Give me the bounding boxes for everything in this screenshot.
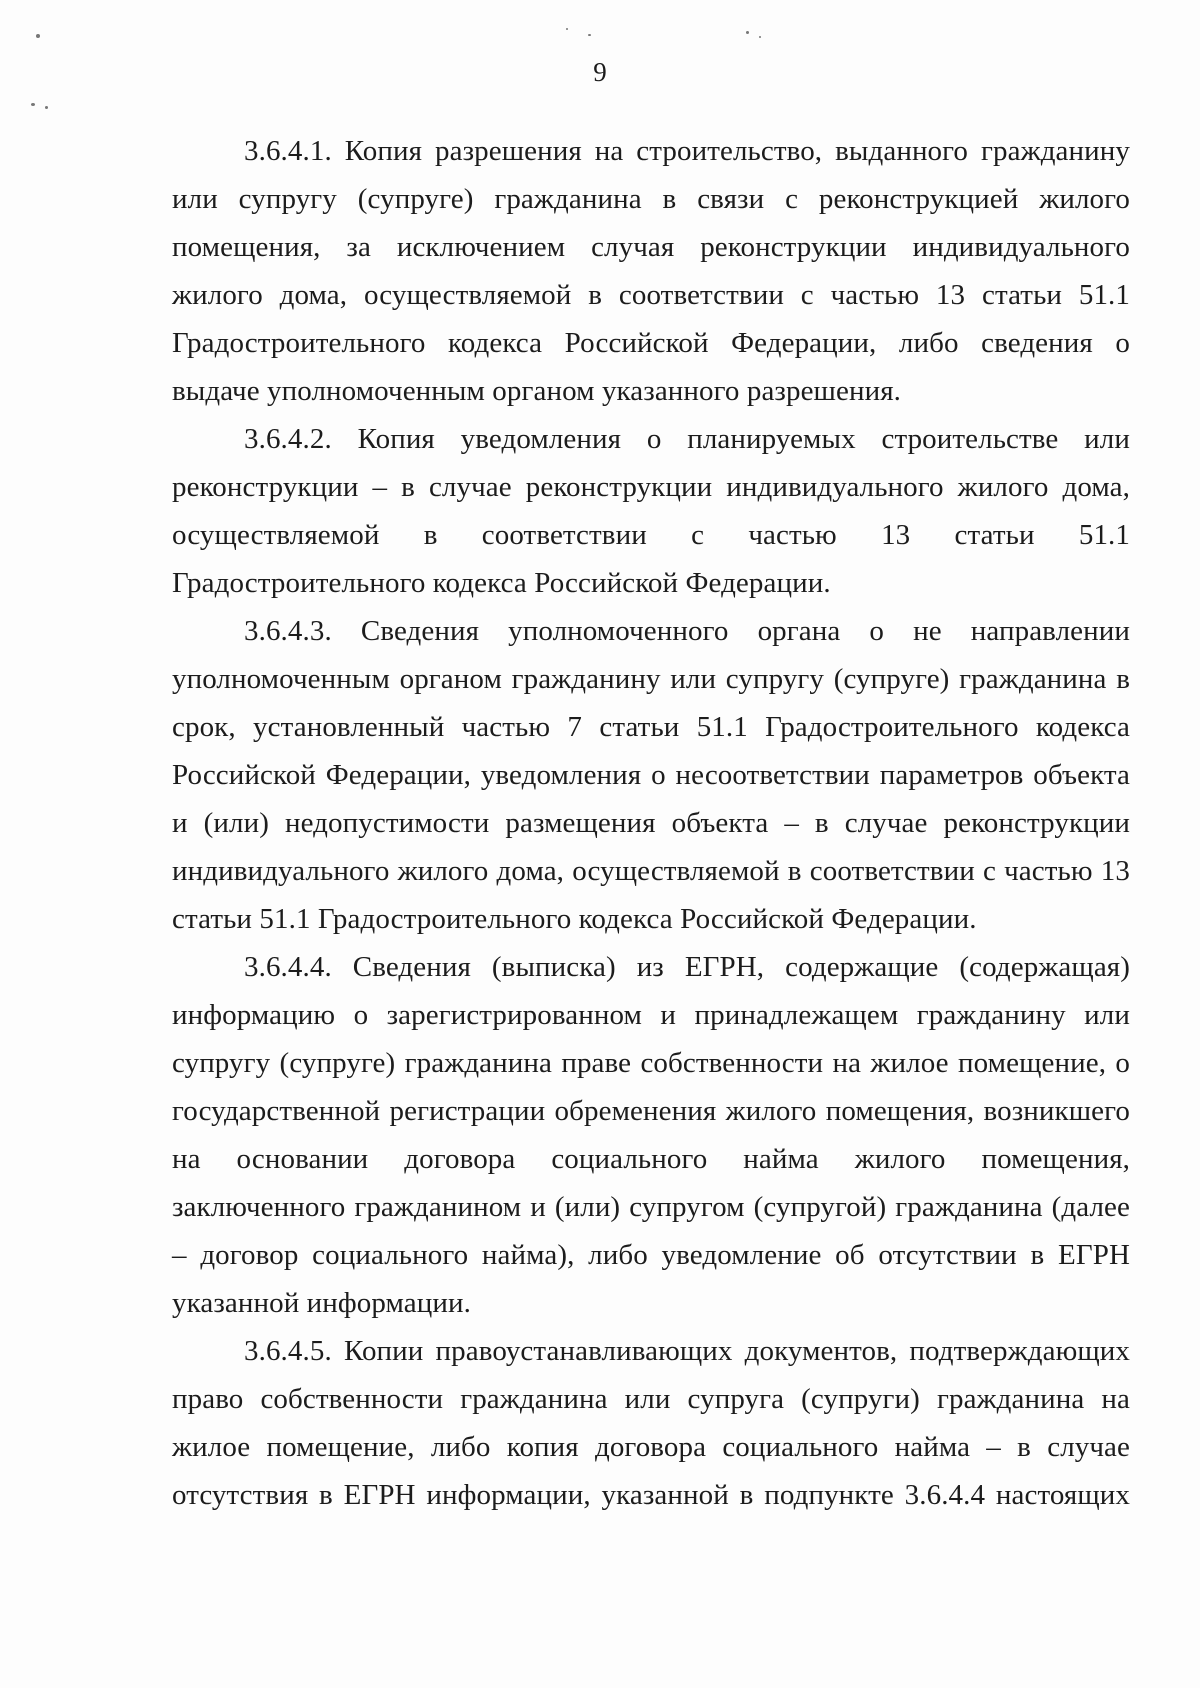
scan-speck	[588, 34, 591, 36]
paragraph-3-6-4-5: 3.6.4.5. Копии правоустанавливающих документов, подтверждающих право собственности гражданина или супруга (супруги) гражданина на жилое помещение, либо копия договора социального найма – в случае отсутствия в ЕГРН информации, указанной в подпункте 3.6.4.4 настоящих	[172, 1335, 1130, 1511]
paragraph-3-6-4-4: 3.6.4.4. Сведения (выписка) из ЕГРН, содержащие (содержащая) информацию о зарегистрированном и принадлежащем гражданину или супругу (супруге) гражданина праве собственности на жилое помещение, о государственной регистрации обременения жилого помещения, возникшего на основании договора социального найма жилого помещения, заключенного гражданином и (или) супругом (супругой) гражданина (далее – договор социального найма), либо уведомление об отсутствии в ЕГРН указанной информации.	[172, 951, 1130, 1319]
scan-speck	[45, 106, 48, 109]
page-number: 9	[593, 57, 607, 87]
scan-speck	[759, 36, 761, 38]
scan-speck	[566, 28, 568, 30]
paragraph-3-6-4-1: 3.6.4.1. Копия разрешения на строительство, выданного гражданину или супругу (супруге) гражданина в связи с реконструкцией жилого помещения, за исключением случая реконструкции индивидуального жилого дома, осуществляемой в соответствии с частью 13 статьи 51.1 Градостроительного кодекса Российской Федерации, либо сведения о выдаче уполномоченным органом указанного разрешения.	[172, 135, 1130, 407]
document-body	[172, 127, 1130, 1519]
scan-speck	[746, 31, 749, 34]
scan-speck	[31, 103, 35, 106]
paragraph-3-6-4-2: 3.6.4.2. Копия уведомления о планируемых строительстве или реконструкции – в случае реконструкции индивидуального жилого дома, осуществляемой в соответствии с частью 13 статьи 51.1 Градостроительного кодекса Российской Федерации.	[172, 423, 1130, 599]
scan-speck	[36, 34, 40, 38]
paragraph-3-6-4-3: 3.6.4.3. Сведения уполномоченного органа о не направлении уполномоченным органом гражданину или супругу (супруге) гражданина в срок, установленный частью 7 статьи 51.1 Градостроительного кодекса Российской Федерации, уведомления о несоответствии параметров объекта и (или) недопустимости размещения объекта – в случае реконструкции индивидуального жилого дома, осуществляемой в соответствии с частью 13 статьи 51.1 Градостроительного кодекса Российской Федерации.	[172, 615, 1130, 935]
